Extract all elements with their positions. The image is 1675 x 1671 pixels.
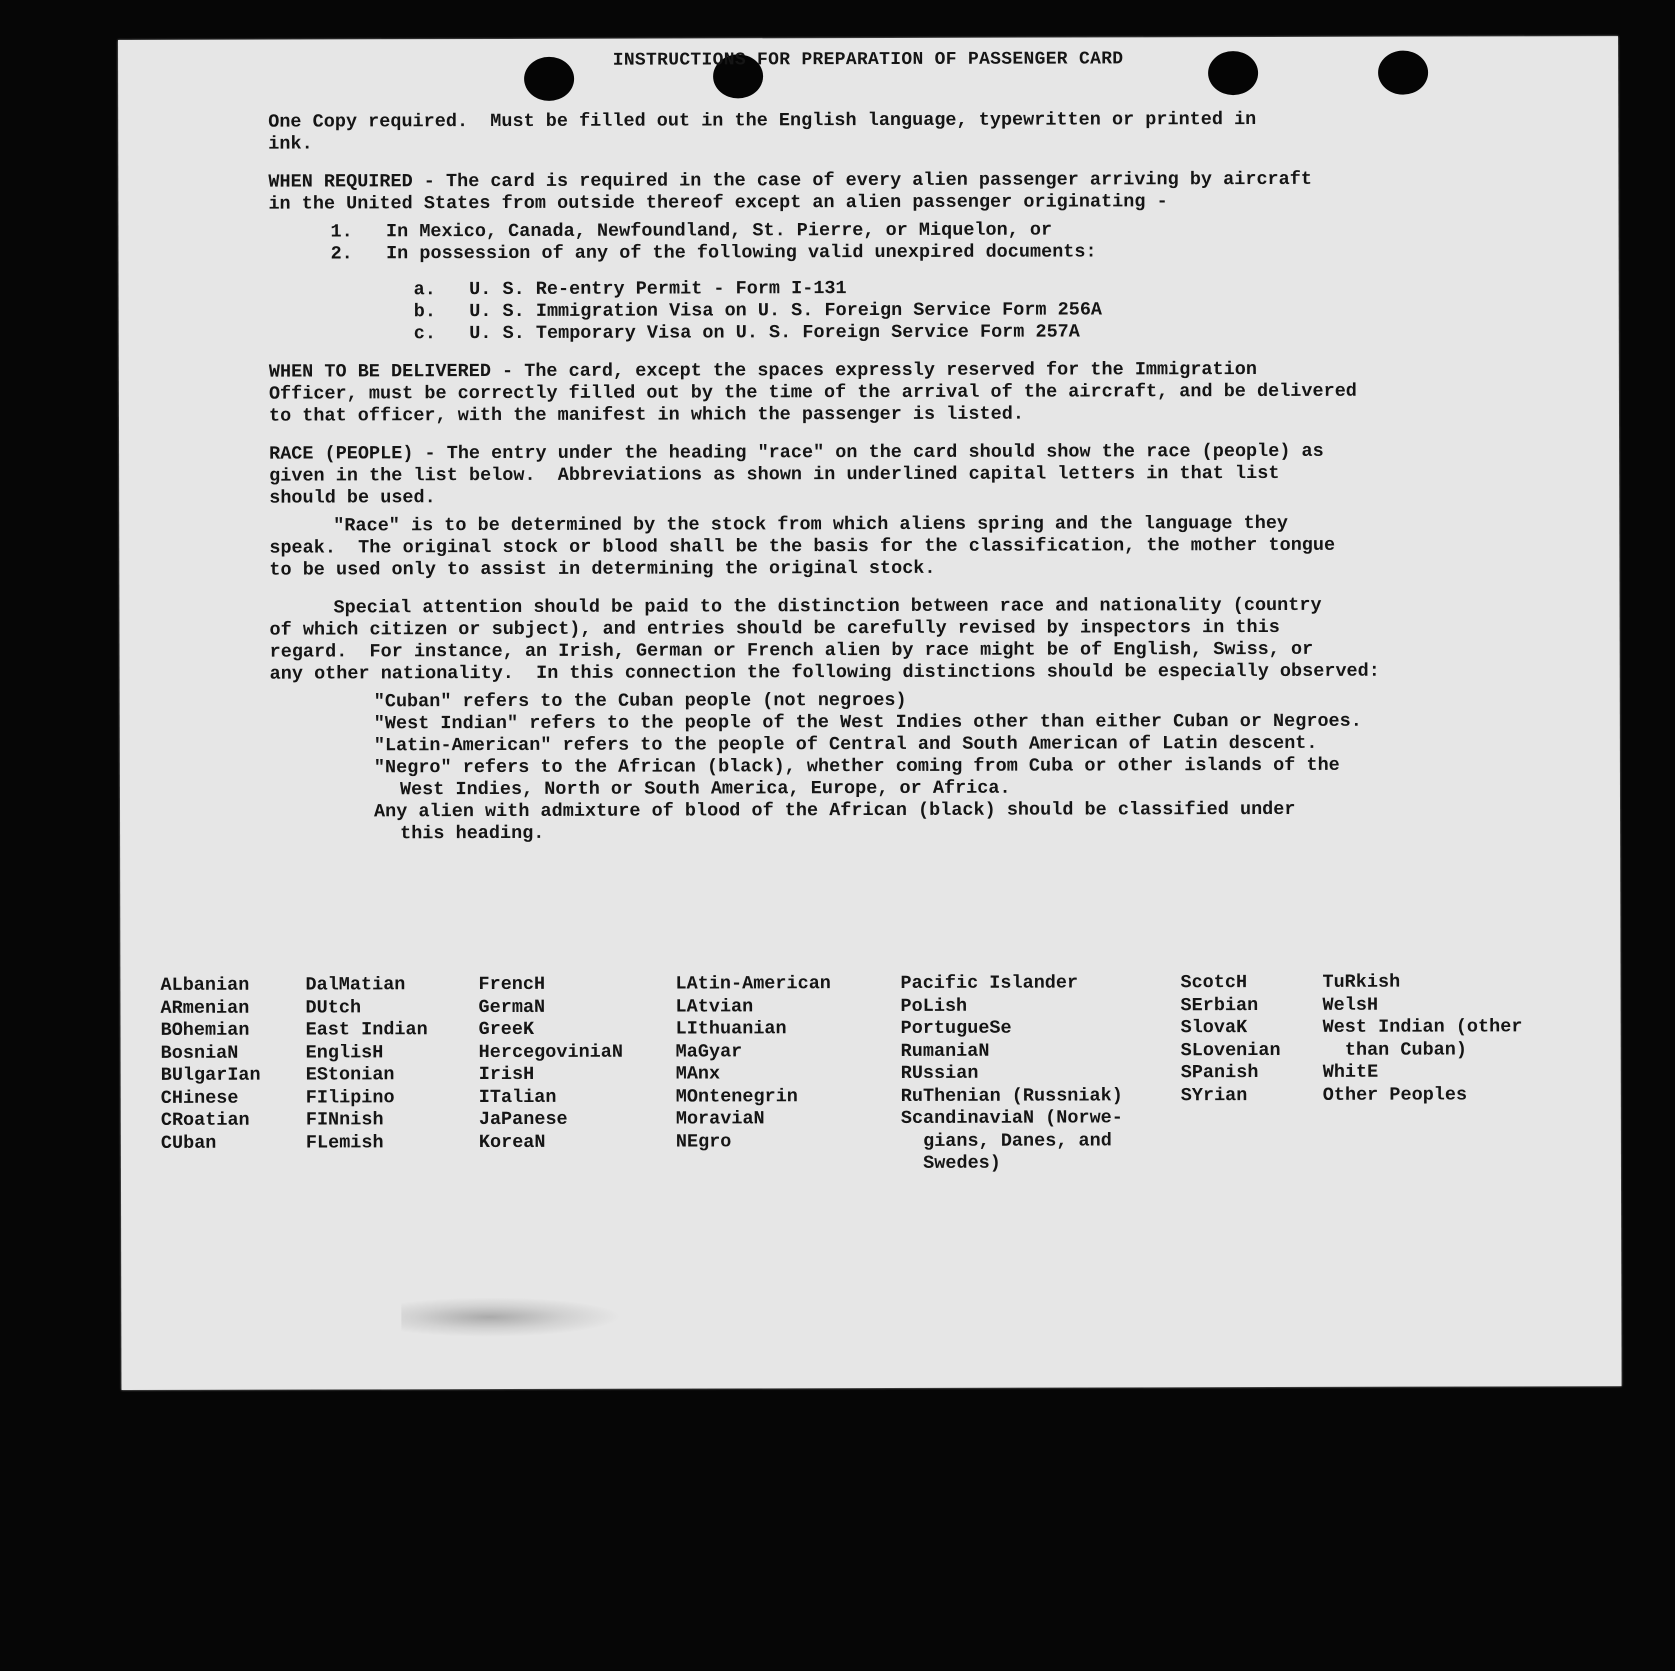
race-column: [160, 975, 260, 1155]
race-entry: SPanish: [1180, 1062, 1259, 1084]
race-entry: JaPanese: [478, 1108, 568, 1131]
race-entry: SlovaK: [1180, 1017, 1248, 1039]
race-entry: ScandinaviaN (Norwe-: [900, 1107, 1123, 1129]
list-item: 2. In possession of any of the following valid unexpired documents:: [330, 241, 1097, 265]
race-entry: RUssian: [900, 1062, 979, 1084]
race-entry: BOhemian: [160, 1019, 250, 1041]
document-page: [118, 36, 1622, 1390]
race-entry: IrisH: [478, 1063, 535, 1086]
race-entry: FINnish: [305, 1109, 384, 1131]
race-entry: EStonian: [305, 1064, 395, 1086]
document-title: INSTRUCTIONS FOR PREPARATION OF PASSENGER CARD: [612, 49, 1124, 71]
list-item: "Cuban" refers to the Cuban people (not negroes): [373, 689, 907, 713]
race-entry: WhitE: [1322, 1061, 1379, 1083]
race-definition-paragraph: "Race" is to be determined by the stock from which aliens spring and the language they speak. The original stock or blood shall be the basis for the classification, the mother tongue to be used only to assist in determining the original stock.: [269, 512, 1336, 581]
race-entry: Swedes): [900, 1152, 1001, 1174]
race-entry: FrencH: [478, 973, 546, 996]
race-entry: PortugueSe: [900, 1017, 1012, 1039]
race-entry: East Indian: [305, 1019, 428, 1041]
race-entry: SErbian: [1180, 994, 1259, 1016]
race-entry: West Indian (other: [1322, 1016, 1523, 1038]
race-entry: CHinese: [160, 1087, 239, 1109]
race-entry: CRoatian: [160, 1109, 250, 1131]
race-entry: ARmenian: [160, 997, 250, 1019]
race-entry: BosniaN: [160, 1042, 239, 1064]
race-entry: ITalian: [478, 1086, 557, 1108]
special-attention-paragraph: Special attention should be paid to the distinction between race and nationality (country of which citizen or subject), and entries should be carefully revised by inspectors in this regard. For instance, an Irish, German or French alien by race might be of English, Swiss, or any other nationality. In this connection the following distinctions should be especially observed:: [269, 594, 1380, 685]
when-delivered-paragraph: WHEN TO BE DELIVERED - The card, except the spaces expressly reserved for the Immigration Officer, must be correctly filled out by the time of the arrival of the aircraft, and be delivered to that officer, with the manifest in which the passenger is listed.: [268, 359, 1357, 427]
race-entry: Pacific Islander: [900, 972, 1079, 994]
race-entry: GreeK: [478, 1018, 535, 1041]
race-column: [305, 974, 428, 1154]
origin-exceptions-list: [330, 218, 1588, 265]
ink-smudge: [401, 1297, 621, 1338]
race-entry: DalMatian: [305, 974, 406, 996]
race-entry: CUban: [160, 1132, 217, 1154]
race-entry: FLemish: [305, 1131, 384, 1154]
race-entry: RumaniaN: [900, 1040, 990, 1062]
race-entry: KoreaN: [478, 1131, 546, 1153]
race-entry: SLovenian: [1180, 1039, 1281, 1061]
race-column: [1322, 971, 1522, 1107]
race-entry: MOntenegrin: [675, 1085, 798, 1108]
race-entry: SYrian: [1180, 1084, 1248, 1106]
race-column: [675, 973, 831, 1153]
race-entry: EnglisH: [305, 1041, 384, 1064]
intro-paragraph: One Copy required. Must be filled out in the English language, typewritten or printed in ink.: [268, 109, 1257, 155]
when-required-paragraph: WHEN REQUIRED - The card is required in the case of every alien passenger arriving by aircraft in the United States from outside thereof except an alien passenger originating -: [268, 168, 1312, 215]
race-column: [478, 974, 623, 1154]
race-entry: HercegoviniaN: [478, 1041, 624, 1063]
list-item: 1. In Mexico, Canada, Newfoundland, St. Pierre, or Miquelon, or: [330, 219, 1053, 243]
race-entry: MaGyar: [675, 1040, 743, 1063]
distinctions-list: [374, 688, 1590, 845]
instructions-body: [268, 108, 1590, 845]
race-entry: NEgro: [675, 1130, 732, 1153]
race-entry: MAnx: [675, 1063, 721, 1085]
list-item: a. U. S. Re-entry Permit - Form I-131: [413, 278, 847, 301]
list-item: "Negro" refers to the African (black), whether coming from Cuba or other islands of the: [373, 754, 1340, 779]
race-entry: GermaN: [478, 996, 546, 1018]
list-item-continuation: West Indies, North or South America, Europe, or Africa.: [399, 777, 1011, 801]
race-entry: ALbanian: [160, 974, 250, 996]
race-entry: LIthuanian: [675, 1018, 787, 1040]
race-entry: MoraviaN: [675, 1108, 765, 1130]
race-column: [1180, 972, 1280, 1107]
race-entry: gians, Danes, and: [900, 1129, 1112, 1152]
race-entry: LAtin-American: [675, 973, 831, 995]
list-item: c. U. S. Temporary Visa on U. S. Foreign Service Form 257A: [413, 321, 1080, 345]
race-entry: Other Peoples: [1322, 1083, 1468, 1106]
race-entry: ScotcH: [1180, 972, 1248, 994]
race-entry: FIlipino: [305, 1086, 395, 1109]
race-entry: WelsH: [1322, 994, 1379, 1016]
race-entry: BUlgarIan: [160, 1064, 261, 1086]
list-item: "West Indian" refers to the people of the West Indies other than either Cuban or Negroes.: [373, 710, 1362, 735]
race-column: [900, 972, 1123, 1175]
race-entry: LAtvian: [675, 995, 754, 1018]
race-entry: RuThenian (Russniak): [900, 1084, 1123, 1107]
race-entry: than Cuban): [1322, 1038, 1468, 1061]
admixture-note: Any alien with admixture of blood of the African (black) should be classified under: [373, 798, 1296, 823]
documents-list: [414, 276, 1589, 345]
list-item: "Latin-American" refers to the people of Central and South American of Latin descent.: [373, 732, 1318, 757]
race-entry: TuRkish: [1322, 971, 1401, 993]
race-entry: DUtch: [305, 996, 362, 1019]
list-item: b. U. S. Immigration Visa on U. S. Foreign Service Form 256A: [413, 299, 1103, 323]
race-entry: PoLish: [900, 995, 968, 1017]
admixture-note-continuation: this heading.: [400, 822, 545, 845]
race-people-paragraph: RACE (PEOPLE) - The entry under the heading "race" on the card should show the race (people) as given in the list below. Abbreviations as shown in underlined capital letters in that list should be used.: [269, 440, 1324, 509]
